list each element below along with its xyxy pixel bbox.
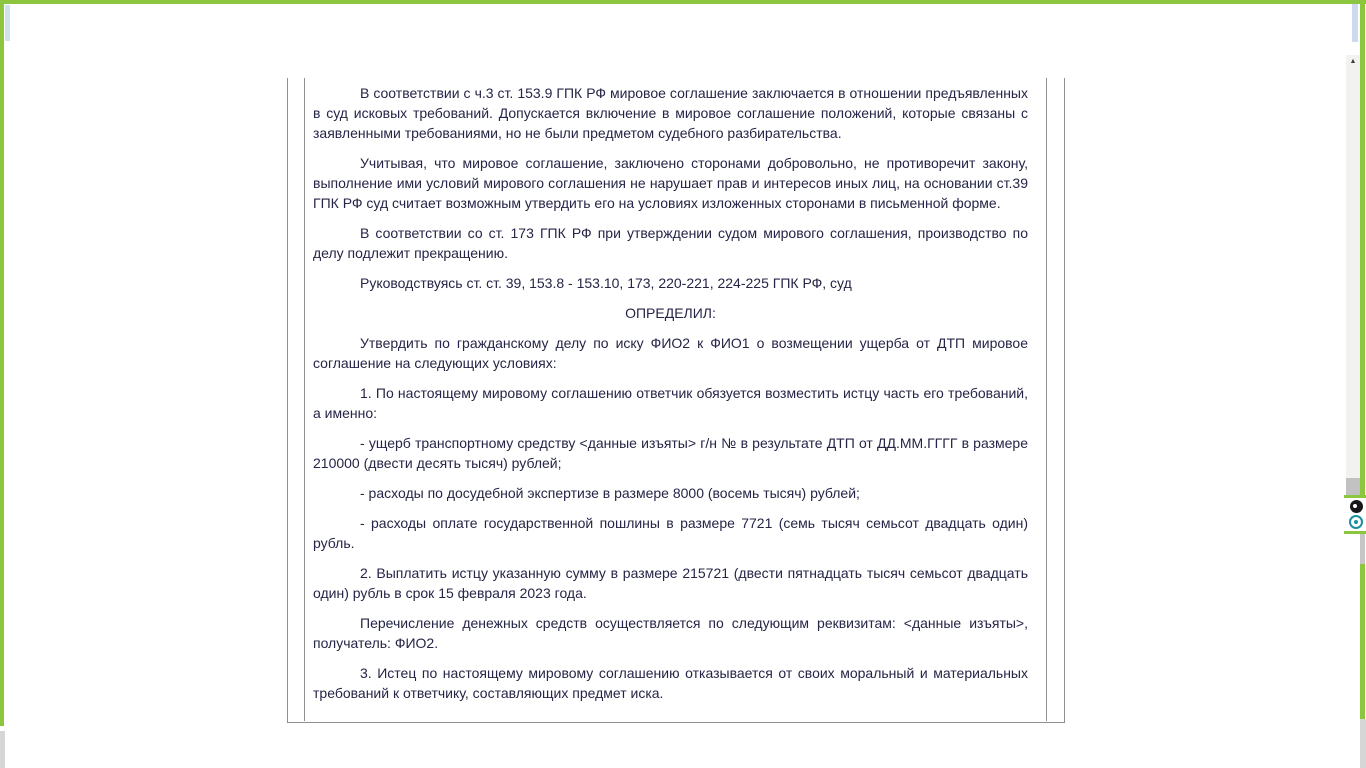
page-border-left xyxy=(0,0,4,726)
scrollbar-up-icon[interactable]: ▲ xyxy=(1349,58,1357,65)
document-paragraph: ОПРЕДЕЛИЛ: xyxy=(625,305,716,321)
window-edge-fragment-right xyxy=(1360,719,1366,768)
page-border-right-lower xyxy=(1360,564,1365,719)
document-paragraph: Утвердить по гражданскому делу по иску ФИО2 к ФИО1 о возмещении ущерба от ДТП мировое соглашение на следующих условиях: xyxy=(313,335,1028,371)
document-table xyxy=(287,78,1065,723)
document-paragraph: Учитывая, что мировое соглашение, заключено сторонами добровольно, не противоречит закону, выполнение ими условий мирового соглашения не нарушает прав и интересов иных лиц, на основании ст.39 ГПК РФ суд считает возможным утвердить его на условиях изложенных сторонами в письменной форме. xyxy=(313,155,1028,211)
document-paragraph: Руководствуясь ст. ст. 39, 153.8 - 153.10, 173, 220-221, 224-225 ГПК РФ, суд xyxy=(360,275,852,291)
document-cell xyxy=(304,78,1047,721)
scrollbar[interactable] xyxy=(1346,55,1360,497)
decision-document-text xyxy=(305,78,1046,721)
eye-icon[interactable] xyxy=(1350,500,1363,513)
document-paragraph: - расходы по досудебной экспертизе в размере 8000 (восемь тысяч) рублей; xyxy=(360,485,860,501)
document-paragraph: В соответствии со ст. 173 ГПК РФ при утверждении судом мирового соглашения, производство по делу подлежит прекращению. xyxy=(313,225,1028,261)
accessibility-ring-icon[interactable] xyxy=(1349,515,1363,529)
artifact-blue-strip-left xyxy=(5,5,10,41)
document-paragraph: - расходы оплате государственной пошлины в размере 7721 (семь тысяч семьсот двадцать один) рубль. xyxy=(313,515,1028,551)
artifact-blue-strip-right xyxy=(1352,4,1358,42)
page-border-right-upper xyxy=(1360,0,1365,495)
window-edge-fragment-left xyxy=(0,731,5,768)
document-paragraph: 3. Истец по настоящему мировому соглашению отказывается от своих моральный и материальных требований к ответчику, составляющих предмет иска. xyxy=(313,665,1028,701)
page-border-top xyxy=(0,0,1366,4)
document-paragraph: Перечисление денежных средств осуществляется по следующим реквизитам: <данные изъяты>, получатель: ФИО2. xyxy=(313,615,1028,651)
document-paragraph: 1. По настоящему мировому соглашению ответчик обязуется возместить истцу часть его требований, а именно: xyxy=(313,385,1028,421)
document-paragraph: 2. Выплатить истцу указанную сумму в размере 215721 (двести пятнадцать тысяч семьсот двадцать один) рубль в срок 15 февраля 2023 года. xyxy=(313,565,1028,601)
document-paragraph: В соответствии с ч.3 ст. 153.9 ГПК РФ мировое соглашение заключается в отношении предъявленных в суд исковых требований. Допускается включение в мировое соглашение положений, которые связаны с заявленными требованиями, но не были предметом судебного разбирательства. xyxy=(313,85,1028,141)
floating-widget xyxy=(1344,495,1366,534)
document-paragraph: - ущерб транспортному средству <данные изъяты> г/н № в результате ДТП от ДД.ММ.ГГГГ в размере 210000 (двести десять тысяч) рублей; xyxy=(313,435,1028,471)
scrollbar-thumb-fragment-right[interactable] xyxy=(1360,534,1365,564)
